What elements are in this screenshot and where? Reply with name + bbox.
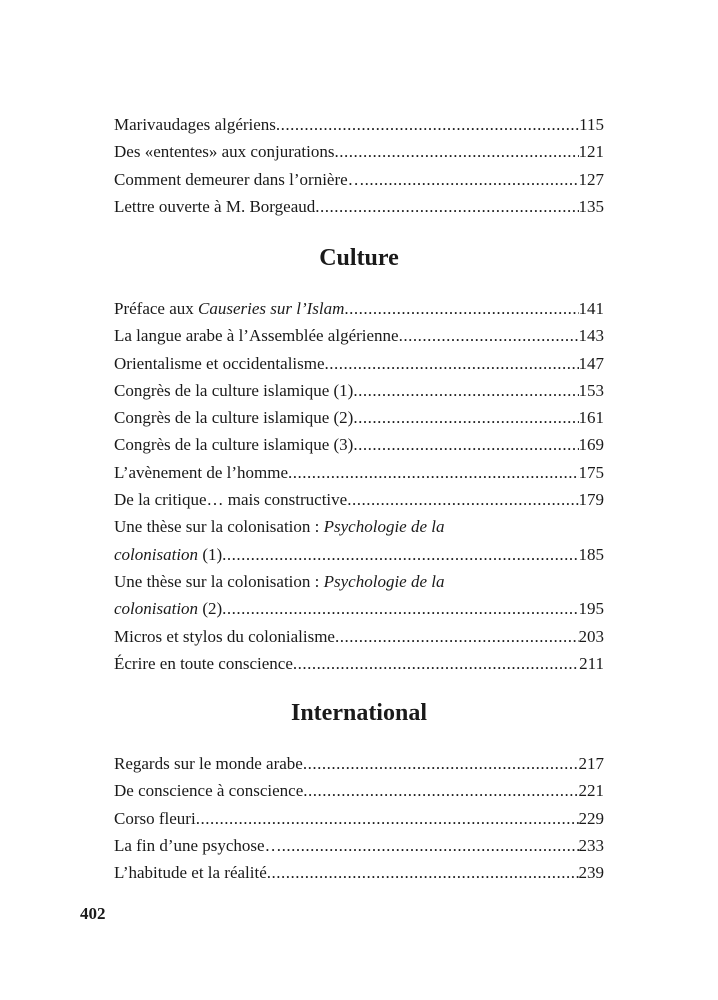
dot-leader [196, 805, 579, 832]
toc-entry-title-italic: colonisation [114, 599, 199, 619]
dot-leader [353, 404, 578, 431]
toc-entry-title-group [114, 404, 353, 431]
toc-entry-title: L’habitude et la réalité [114, 863, 267, 883]
dot-leader [365, 166, 579, 193]
toc-entry[interactable] [114, 295, 604, 322]
toc-entry-title: Congrès de la culture islamique (1) [114, 380, 354, 400]
toc-entry-title-suffix: (1) [198, 544, 223, 564]
toc-entry-title-group [114, 431, 353, 458]
toc-entry-title: L’avènement de l’homme [114, 462, 289, 482]
toc-section-top [114, 111, 604, 220]
toc-entry-title: Une thèse sur la colonisation : [114, 571, 324, 591]
toc-entry-title-italic: Psychologie de la [323, 571, 445, 591]
toc-entry-title: Corso fleuri [114, 808, 196, 828]
toc-entry[interactable] [114, 350, 604, 377]
toc-entry-title-group [114, 541, 222, 568]
toc-entry[interactable] [114, 832, 604, 859]
toc-entry-title-group [114, 111, 276, 138]
toc-entry-page: 147 [578, 353, 604, 373]
toc-entry-title-group [114, 486, 347, 513]
toc-entry[interactable] [114, 404, 604, 431]
toc-entry-page: 217 [578, 754, 604, 773]
dot-leader [303, 777, 578, 804]
toc-entry[interactable] [114, 486, 604, 513]
dot-leader [353, 377, 578, 404]
toc-entry-page: 239 [578, 863, 604, 883]
dot-leader [282, 832, 579, 859]
toc-entry[interactable] [114, 431, 604, 458]
toc-entry-title-group [114, 650, 293, 677]
toc-entry-title: La langue arabe à l’Assemblée algérienne [114, 326, 399, 346]
toc-entry-page: 175 [578, 462, 604, 482]
dot-leader [303, 750, 579, 777]
toc-entry[interactable] [114, 322, 604, 349]
toc-entry[interactable] [114, 459, 604, 486]
toc-entry[interactable] [114, 111, 604, 138]
toc-entry[interactable] [114, 623, 604, 650]
heading-culture: Culture [319, 245, 399, 271]
toc-entry-page: 135 [578, 196, 604, 216]
toc-entry-title-group [114, 377, 353, 404]
toc-entry-page: 115 [579, 115, 604, 134]
toc-entry-title-group [114, 166, 365, 193]
toc-entry-title: Des «ententes» aux conjurations [114, 142, 335, 162]
toc-entry-line1[interactable] [114, 513, 604, 540]
toc-entry-title: Écrire en toute conscience [114, 653, 293, 673]
toc-entry-page: 153 [578, 380, 604, 400]
dot-leader [335, 623, 579, 650]
dot-leader [276, 111, 579, 138]
toc-entry-page: 121 [578, 142, 604, 162]
toc-entry[interactable] [114, 138, 604, 165]
dot-leader [353, 431, 578, 458]
toc-section-culture [114, 295, 604, 677]
toc-entry-title: La fin d’une psychose… [114, 835, 282, 855]
toc-entry-page: 233 [578, 835, 604, 855]
toc-entry-title-italic: Psychologie de la [323, 517, 445, 537]
toc-entry[interactable] [114, 541, 604, 568]
toc-entry-page: 221 [578, 781, 604, 801]
toc-entry-title-group [114, 750, 303, 777]
toc-entry-page: 161 [578, 408, 604, 428]
dot-leader [293, 650, 579, 677]
toc-entry[interactable] [114, 595, 604, 622]
toc-entry-title: Lettre ouverte à M. Borgeaud [114, 196, 316, 216]
dot-leader [347, 486, 578, 513]
toc-entry-page: 185 [578, 544, 604, 564]
toc-entry-title: Une thèse sur la colonisation : [114, 517, 324, 537]
dot-leader [267, 859, 579, 886]
toc-entry-title-italic: colonisation [114, 544, 199, 564]
toc-entry-page: 127 [578, 169, 604, 189]
toc-entry-title: Comment demeurer dans l’ornière… [114, 169, 365, 189]
toc-entry[interactable] [114, 805, 604, 832]
toc-entry-page: 141 [578, 299, 604, 318]
toc-entry[interactable] [114, 377, 604, 404]
page-number: 402 [80, 904, 106, 923]
dot-leader [344, 295, 578, 322]
toc-entry-title-group [114, 832, 282, 859]
toc-entry-title-group [114, 859, 267, 886]
toc-entry-title-group [114, 193, 315, 220]
toc-entry[interactable] [114, 650, 604, 677]
toc-entry-title-group [114, 459, 288, 486]
toc-entry-title-group [114, 623, 335, 650]
toc-entry-title-group [114, 322, 399, 349]
toc-entry-page: 203 [578, 626, 604, 646]
toc-entry-title: Regards sur le monde arabe [114, 754, 303, 773]
dot-leader [399, 322, 579, 349]
dot-leader [288, 459, 578, 486]
toc-entry-title-group [114, 595, 222, 622]
toc-entry-title: Micros et stylos du colonialisme [114, 626, 335, 646]
toc-entry-page: 179 [578, 490, 604, 510]
toc-entry[interactable] [114, 859, 604, 886]
toc-entry-title: De conscience à conscience [114, 781, 304, 801]
toc-entry[interactable] [114, 777, 604, 804]
toc-entry[interactable] [114, 750, 604, 777]
toc-entry-title-suffix: (2) [198, 599, 223, 619]
toc-entry-title: Orientalisme et occidentalisme [114, 353, 325, 373]
toc-entry-line1[interactable] [114, 568, 604, 595]
dot-leader [334, 138, 578, 165]
toc-entry-title-group [114, 350, 325, 377]
dot-leader [325, 350, 579, 377]
toc-entry-page: 229 [578, 808, 604, 828]
toc-entry-title: Marivaudages algériens [114, 115, 276, 134]
toc-entry-title-italic: Causeries sur l’Islam [198, 299, 345, 318]
toc-section-international [114, 750, 604, 886]
toc-entry-title-group [114, 295, 344, 322]
toc-entry-title: Congrès de la culture islamique (2) [114, 408, 354, 428]
dot-leader [315, 193, 578, 220]
toc-entry-title-group [114, 777, 303, 804]
toc-entry-title-group [114, 138, 334, 165]
toc-entry-title: De la critique… mais constructive [114, 490, 348, 510]
toc-entry-title-group [114, 805, 196, 832]
heading-international: International [290, 700, 427, 726]
toc-entry-title: Congrès de la culture islamique (3) [114, 435, 354, 455]
dot-leader [222, 595, 578, 622]
toc-entry-page: 169 [578, 435, 604, 455]
toc-entry[interactable] [114, 193, 604, 220]
toc-entry-page: 143 [578, 326, 604, 346]
toc-entry[interactable] [114, 166, 604, 193]
toc-entry-page: 195 [578, 599, 604, 619]
toc-entry-page: 211 [579, 653, 604, 673]
dot-leader [222, 541, 578, 568]
toc-entry-title: Préface aux [114, 299, 199, 318]
